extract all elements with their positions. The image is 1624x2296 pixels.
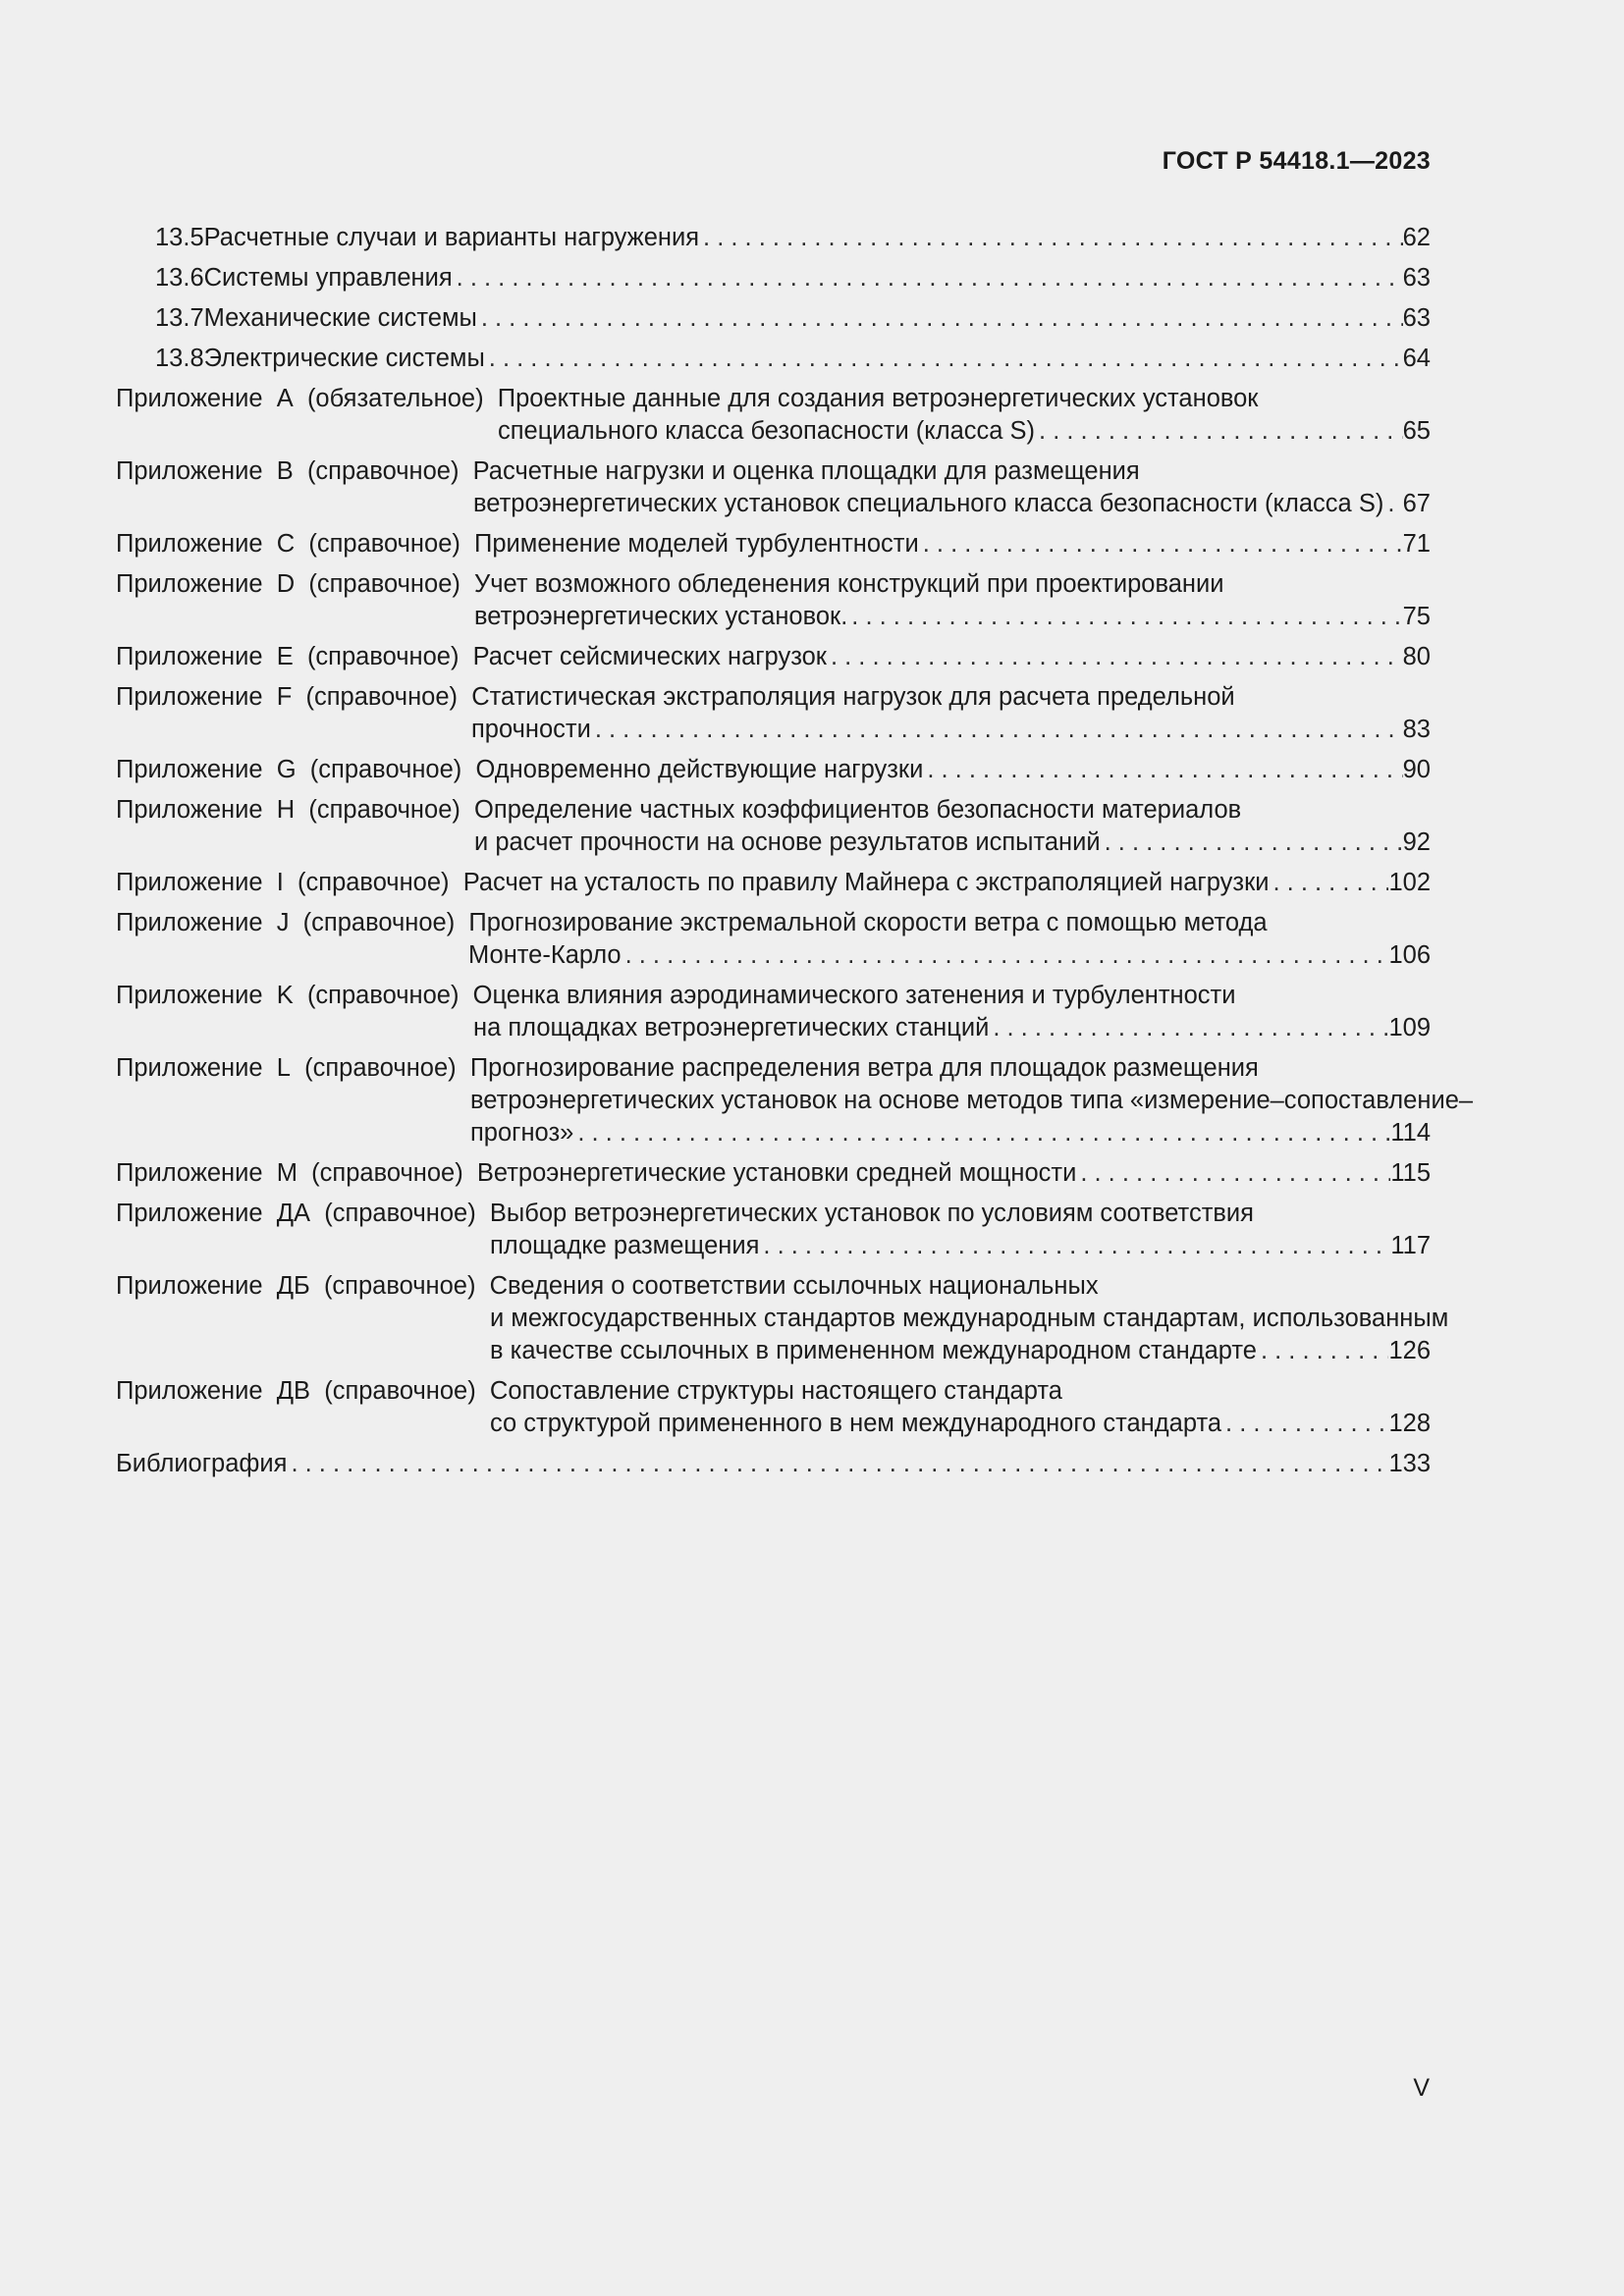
appendix-title-continued: специального класса безопасности (класса S) — [498, 417, 1036, 445]
dot-leader — [989, 1012, 1388, 1044]
appendix-title-continued: на площадках ветроэнергетических станций — [473, 1014, 990, 1041]
appendix-kind: (справочное) — [308, 570, 460, 598]
appendix-title: Определение частных коэффициентов безопасности материалов — [474, 796, 1242, 824]
spacer — [295, 794, 308, 827]
dot-leader — [1269, 867, 1388, 899]
toc-line — [116, 1157, 1431, 1190]
toc-line — [116, 980, 1431, 1012]
appendix-title-continued: со структурой примененного в нем международного стандарта — [490, 1410, 1222, 1437]
spacer — [263, 1052, 277, 1085]
page-ref: 83 — [1402, 716, 1431, 743]
page-ref: 109 — [1388, 1014, 1431, 1041]
appendix-kind: (справочное) — [304, 1054, 457, 1082]
dot-leader — [1101, 827, 1403, 859]
spacer — [461, 754, 475, 786]
toc-line — [116, 222, 1431, 254]
spacer — [263, 568, 277, 601]
toc-entry-appendix[interactable] — [116, 528, 1431, 561]
appendix-title-continued: прочности — [471, 716, 591, 743]
appendix-prefix: Приложение — [116, 796, 263, 824]
toc-entry-appendix[interactable] — [116, 681, 1431, 746]
dot-leader — [1221, 1408, 1388, 1440]
toc-entry-appendix[interactable] — [116, 383, 1431, 448]
appendix-kind: (справочное) — [306, 982, 460, 1009]
spacer — [263, 1157, 277, 1190]
toc-line — [116, 1085, 1474, 1117]
appendix-letter: H — [276, 796, 296, 824]
spacer — [295, 528, 308, 561]
appendix-prefix: Приложение — [116, 1054, 263, 1082]
section-number: 13.6 — [155, 264, 204, 292]
spacer — [294, 641, 307, 673]
dot-leader — [1257, 1335, 1389, 1367]
appendix-title-continued: ветроэнергетических установок. — [474, 603, 848, 630]
page-ref: 102 — [1388, 869, 1431, 896]
dot-leader — [1035, 415, 1403, 448]
toc-entry-appendix[interactable] — [116, 754, 1431, 786]
appendix-title: Одновременно действующие нагрузки — [475, 756, 924, 783]
section-title: Электрические системы — [203, 345, 485, 372]
appendix-kind: (справочное) — [324, 1377, 476, 1405]
spacer — [294, 383, 307, 415]
page-ref: 63 — [1402, 264, 1431, 292]
spacer — [284, 867, 298, 899]
appendix-title: Применение моделей турбулентности — [474, 530, 919, 558]
spacer — [290, 907, 303, 939]
appendix-prefix: Приложение — [116, 530, 263, 558]
toc-line — [116, 641, 1431, 673]
appendix-prefix: Приложение — [116, 385, 263, 412]
spacer — [295, 568, 308, 601]
appendix-letter: A — [276, 385, 294, 412]
toc-entry-appendix[interactable] — [116, 980, 1431, 1044]
spacer — [455, 907, 468, 939]
appendix-prefix: Приложение — [116, 909, 263, 936]
appendix-title-continued: в качестве ссылочных в примененном международном стандарте — [490, 1337, 1257, 1364]
spacer — [291, 1052, 304, 1085]
toc-line — [116, 568, 1431, 601]
appendix-prefix: Приложение — [116, 869, 263, 896]
appendix-title: Расчет сейсмических нагрузок — [472, 643, 827, 670]
toc-line — [116, 1270, 1431, 1303]
section-number: 13.8 — [155, 345, 204, 372]
spacer — [292, 681, 305, 714]
section-title: Механические системы — [203, 304, 477, 332]
toc-line — [116, 1448, 1431, 1480]
page-ref: 106 — [1388, 941, 1431, 969]
appendix-letter: ДБ — [276, 1272, 310, 1300]
toc-entry-appendix[interactable] — [116, 1052, 1474, 1149]
toc-line — [116, 939, 1431, 972]
appendix-kind: (справочное) — [306, 457, 460, 485]
toc-line — [116, 488, 1431, 520]
page-ref: 75 — [1402, 603, 1431, 630]
toc-line — [116, 1335, 1431, 1367]
dot-leader — [453, 262, 1403, 294]
appendix-letter: J — [276, 909, 290, 936]
toc-line — [116, 383, 1431, 415]
toc-entry-appendix[interactable] — [116, 1375, 1431, 1440]
appendix-kind: (справочное) — [324, 1200, 476, 1227]
appendix-letter: M — [276, 1159, 298, 1187]
spacer — [476, 1375, 490, 1408]
spacer — [463, 1157, 477, 1190]
appendix-title: Учет возможного обледенения конструкций при проектировании — [474, 570, 1224, 598]
spacer — [460, 568, 474, 601]
appendix-kind: (справочное) — [308, 530, 460, 558]
toc-entry-appendix[interactable] — [116, 1270, 1449, 1367]
appendix-prefix: Приложение — [116, 643, 263, 670]
appendix-title-continued: площадке размещения — [490, 1232, 760, 1259]
toc-line — [116, 1198, 1431, 1230]
toc-line — [116, 302, 1431, 335]
dot-leader — [1076, 1157, 1390, 1190]
toc-line — [116, 867, 1431, 899]
page-ref: 128 — [1388, 1410, 1431, 1437]
toc-entry-appendix[interactable] — [116, 867, 1431, 899]
spacer — [298, 1157, 311, 1190]
spacer — [459, 641, 472, 673]
spacer — [263, 1375, 277, 1408]
section-title: Системы управления — [203, 264, 453, 292]
appendix-letter: ДВ — [276, 1377, 311, 1405]
appendix-kind: (справочное) — [306, 643, 460, 670]
spacer — [458, 681, 471, 714]
document-code: ГОСТ Р 54418.1—2023 — [1162, 147, 1431, 175]
toc-entry-section[interactable] — [116, 222, 1431, 254]
appendix-prefix: Приложение — [116, 570, 263, 598]
appendix-letter: I — [276, 869, 284, 896]
toc-line — [116, 907, 1431, 939]
appendix-prefix: Приложение — [116, 683, 263, 711]
appendix-prefix: Приложение — [116, 982, 263, 1009]
table-of-contents — [116, 222, 1474, 1488]
toc-entry-appendix[interactable] — [116, 1198, 1431, 1262]
toc-entry-appendix[interactable] — [116, 1157, 1431, 1190]
dot-leader — [622, 939, 1389, 972]
appendix-kind: (справочное) — [323, 1272, 476, 1300]
page-ref: 62 — [1402, 224, 1431, 251]
dot-leader — [485, 343, 1403, 375]
appendix-letter: E — [276, 643, 294, 670]
appendix-title: Проектные данные для создания ветроэнергетических установок — [497, 385, 1259, 412]
toc-entry-appendix[interactable] — [116, 641, 1431, 673]
toc-entry-appendix[interactable] — [116, 907, 1431, 972]
appendix-title: Оценка влияния аэродинамического затенения и турбулентности — [472, 982, 1236, 1009]
toc-line — [116, 1012, 1431, 1044]
page-ref: 117 — [1390, 1232, 1431, 1259]
appendix-letter: G — [276, 756, 297, 783]
dot-leader — [477, 302, 1403, 335]
spacer — [294, 980, 307, 1012]
toc-line — [116, 1117, 1431, 1149]
toc-line — [116, 601, 1431, 633]
appendix-title: Расчет на усталость по правилу Майнера с экстраполяцией нагрузки — [462, 869, 1270, 896]
toc-line — [116, 754, 1431, 786]
appendix-title-continued: ветроэнергетических установок специального класса безопасности (класса S) — [473, 490, 1384, 517]
appendix-letter: B — [276, 457, 294, 485]
dot-leader — [827, 641, 1403, 673]
spacer — [263, 907, 277, 939]
spacer — [450, 867, 463, 899]
dot-leader — [699, 222, 1403, 254]
toc-entry-section[interactable] — [116, 302, 1431, 335]
toc-entry-section[interactable] — [116, 343, 1431, 375]
spacer — [263, 528, 277, 561]
appendix-title: Прогнозирование экстремальной скорости ветра с помощью метода — [468, 909, 1268, 936]
appendix-title: Ветроэнергетические установки средней мощности — [476, 1159, 1077, 1187]
spacer — [263, 383, 277, 415]
appendix-title-continued: прогноз» — [470, 1119, 574, 1147]
spacer — [263, 1198, 277, 1230]
appendix-prefix: Приложение — [116, 1159, 263, 1187]
appendix-title-continued: ветроэнергетических установок на основе методов типа «измерение–сопоставление– — [470, 1087, 1474, 1114]
appendix-letter: C — [276, 530, 296, 558]
spacer — [310, 1375, 324, 1408]
toc-line — [116, 681, 1431, 714]
appendix-title: Статистическая экстраполяция нагрузок для расчета предельной — [471, 683, 1235, 711]
appendix-kind: (справочное) — [308, 796, 460, 824]
spacer — [263, 980, 277, 1012]
appendix-title: Расчетные нагрузки и оценка площадки для размещения — [472, 457, 1140, 485]
appendix-title-continued: и расчет прочности на основе результатов испытаний — [474, 828, 1101, 856]
appendix-kind: (справочное) — [311, 1159, 463, 1187]
toc-entry-section[interactable] — [116, 262, 1431, 294]
appendix-prefix: Приложение — [116, 1377, 263, 1405]
toc-line — [116, 794, 1431, 827]
appendix-title: Прогнозирование распределения ветра для площадок размещения — [469, 1054, 1259, 1082]
toc-entry-appendix[interactable] — [116, 794, 1431, 859]
spacer — [263, 455, 277, 488]
section-number: 13.5 — [155, 224, 204, 251]
spacer — [459, 980, 472, 1012]
section-title: Расчетные случаи и варианты нагружения — [203, 224, 700, 251]
appendix-kind: (справочное) — [302, 909, 456, 936]
spacer — [263, 1270, 277, 1303]
toc-line — [116, 1303, 1449, 1335]
toc-line — [116, 415, 1431, 448]
appendix-title: Сопоставление структуры настоящего стандарта — [489, 1377, 1062, 1405]
spacer — [310, 1198, 324, 1230]
dot-leader — [919, 528, 1403, 561]
page-ref: 64 — [1402, 345, 1431, 372]
toc-line — [116, 262, 1431, 294]
toc-entry-appendix[interactable] — [116, 455, 1431, 520]
appendix-title: Выбор ветроэнергетических установок по условиям соответствия — [489, 1200, 1254, 1227]
dot-leader — [923, 754, 1402, 786]
appendix-letter: D — [276, 570, 296, 598]
page-ref: 115 — [1390, 1159, 1431, 1187]
page-ref: 114 — [1390, 1119, 1431, 1147]
spacer — [263, 681, 277, 714]
toc-line — [116, 528, 1431, 561]
page-ref: 92 — [1402, 828, 1431, 856]
toc-line — [116, 1408, 1431, 1440]
spacer — [263, 867, 277, 899]
toc-entry-appendix[interactable] — [116, 568, 1431, 633]
dot-leader — [287, 1448, 1388, 1480]
dot-leader — [847, 601, 1402, 633]
toc-line — [116, 714, 1431, 746]
section-number: 13.7 — [155, 304, 204, 332]
appendix-kind: (справочное) — [298, 869, 450, 896]
page-ref: 63 — [1402, 304, 1431, 332]
spacer — [263, 754, 277, 786]
appendix-letter: L — [276, 1054, 291, 1082]
spacer — [457, 1052, 470, 1085]
spacer — [263, 641, 277, 673]
spacer — [460, 528, 474, 561]
dot-leader — [1383, 488, 1402, 520]
dot-leader — [573, 1117, 1390, 1149]
page-ref: 80 — [1402, 643, 1431, 670]
page-ref: 71 — [1402, 530, 1431, 558]
toc-line — [116, 455, 1431, 488]
dot-leader — [591, 714, 1403, 746]
spacer — [297, 754, 310, 786]
appendix-letter: K — [276, 982, 294, 1009]
toc-line — [116, 343, 1431, 375]
dot-leader — [759, 1230, 1390, 1262]
spacer — [475, 1270, 489, 1303]
toc-line — [116, 1375, 1431, 1408]
appendix-letter: ДА — [276, 1200, 311, 1227]
page-ref: 133 — [1388, 1450, 1431, 1477]
appendix-title-continued: Монте-Карло — [468, 941, 622, 969]
appendix-prefix: Приложение — [116, 457, 263, 485]
appendix-prefix: Приложение — [116, 756, 263, 783]
appendix-title-continued: и межгосударственных стандартов международным стандартам, использованным — [490, 1305, 1449, 1332]
toc-line — [116, 827, 1431, 859]
appendix-kind: (справочное) — [309, 756, 462, 783]
appendix-title: Сведения о соответствии ссылочных национальных — [489, 1272, 1099, 1300]
bibliography-title: Библиография — [116, 1450, 288, 1477]
spacer — [460, 794, 474, 827]
appendix-letter: F — [276, 683, 293, 711]
spacer — [263, 794, 277, 827]
page-ref: 90 — [1402, 756, 1431, 783]
spacer — [476, 1198, 490, 1230]
spacer — [294, 455, 307, 488]
appendix-kind: (справочное) — [305, 683, 459, 711]
spacer — [484, 383, 498, 415]
appendix-prefix: Приложение — [116, 1272, 263, 1300]
page-ref: 67 — [1402, 490, 1431, 517]
page-ref: 126 — [1388, 1337, 1431, 1364]
page-number: V — [1413, 2074, 1430, 2102]
appendix-kind: (обязательное) — [306, 385, 484, 412]
spacer — [310, 1270, 324, 1303]
page-ref: 65 — [1402, 417, 1431, 445]
appendix-prefix: Приложение — [116, 1200, 263, 1227]
toc-entry-bibliography[interactable] — [116, 1448, 1431, 1480]
toc-line — [116, 1052, 1431, 1085]
toc-line — [116, 1230, 1431, 1262]
spacer — [459, 455, 472, 488]
